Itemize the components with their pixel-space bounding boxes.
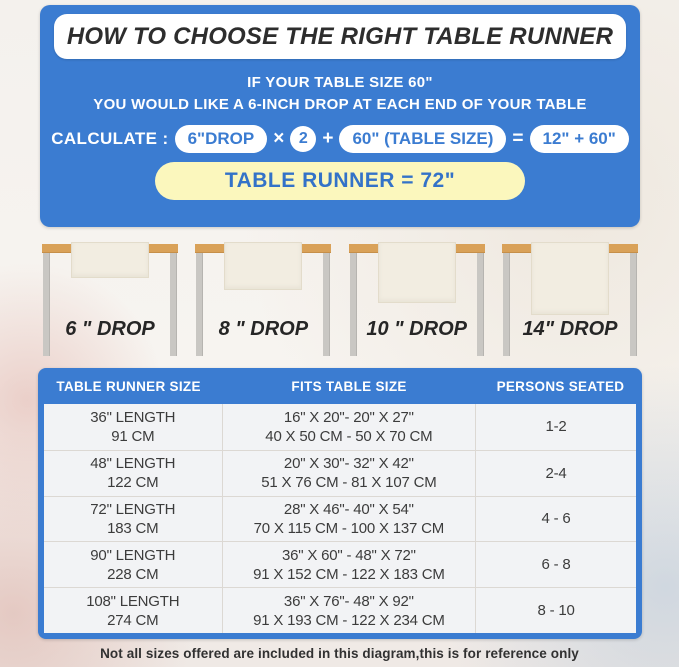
subtitle <box>40 72 640 116</box>
disclaimer-note: Not all sizes offered are included in this diagram,this is for reference only <box>100 646 579 661</box>
size-reference-table <box>38 368 642 639</box>
persons-cell: 4 - 6 <box>541 510 571 528</box>
persons-cell: 1-2 <box>545 418 567 436</box>
subtitle-line-1: IF YOUR TABLE SIZE 60" <box>247 74 433 91</box>
drop-pill: 6"DROP <box>175 125 268 153</box>
column-header-fits-table: FITS TABLE SIZE <box>291 378 407 394</box>
table-size-pill: 60" (TABLE SIZE) <box>339 125 506 153</box>
runner-size-cell: 36" LENGTH 91 CM <box>90 408 176 445</box>
title-banner <box>54 14 626 59</box>
column-header-runner-size: TABLE RUNNER SIZE <box>56 378 201 394</box>
multiply-operator: × <box>273 128 285 149</box>
plus-operator: + <box>322 128 334 149</box>
table-row <box>44 450 636 496</box>
persons-cell: 8 - 10 <box>537 602 575 620</box>
fits-table-cell: 36" X 60" - 48" X 72" 91 X 152 CM - 122 X 183 CM <box>222 542 477 587</box>
table-row <box>44 541 636 587</box>
page-title: HOW TO CHOOSE THE RIGHT TABLE RUNNER <box>66 22 614 50</box>
drop-label: 10 " DROP <box>366 318 467 340</box>
equals-operator: = <box>512 128 524 149</box>
runner-fabric <box>378 242 456 303</box>
drop-label: 6 " DROP <box>65 318 155 340</box>
table-row <box>44 496 636 542</box>
runner-fabric <box>224 242 302 290</box>
runner-size-cell: 48" LENGTH 122 CM <box>90 455 176 492</box>
drop-illustrations <box>42 238 638 360</box>
table-figure-14-drop <box>502 238 638 360</box>
table-figure-10-drop <box>349 238 485 360</box>
fits-table-cell: 20" X 30"- 32" X 42" 51 X 76 CM - 81 X 107 CM <box>222 451 477 496</box>
column-header-persons: PERSONS SEATED <box>496 378 625 394</box>
table-body <box>44 404 636 633</box>
drop-label: 14" DROP <box>522 318 618 340</box>
drop-label: 8 " DROP <box>218 318 309 340</box>
runner-fabric <box>71 242 149 278</box>
sum-pill: 12" + 60" <box>530 125 629 153</box>
calculation-formula <box>40 125 640 153</box>
runner-size-cell: 108" LENGTH 274 CM <box>86 592 180 629</box>
fits-table-cell: 36" X 76"- 48" X 92" 91 X 193 CM - 122 X 234 CM <box>222 588 477 633</box>
subtitle-line-2: YOU WOULD LIKE A 6-INCH DROP AT EACH END OF YOUR TABLE <box>93 96 587 113</box>
calculate-label: CALCULATE : <box>51 129 169 148</box>
fits-table-cell: 16" X 20"- 20" X 27" 40 X 50 CM - 50 X 70 CM <box>222 404 477 450</box>
table-row <box>44 587 636 633</box>
table-row <box>44 404 636 450</box>
instructions-panel <box>40 5 640 227</box>
table-figure-6-drop <box>42 238 178 360</box>
persons-cell: 6 - 8 <box>541 556 571 574</box>
fits-table-cell: 28" X 46"- 40" X 54" 70 X 115 CM - 100 X 137 CM <box>222 497 477 542</box>
table-figure-8-drop <box>195 238 331 360</box>
multiplier-badge: 2 <box>290 126 316 152</box>
runner-size-cell: 90" LENGTH 228 CM <box>90 546 176 583</box>
runner-result-pill: TABLE RUNNER = 72" <box>155 162 525 200</box>
table-header-row <box>38 368 642 404</box>
persons-cell: 2-4 <box>545 464 567 482</box>
runner-fabric <box>531 242 609 315</box>
runner-size-cell: 72" LENGTH 183 CM <box>90 500 176 537</box>
